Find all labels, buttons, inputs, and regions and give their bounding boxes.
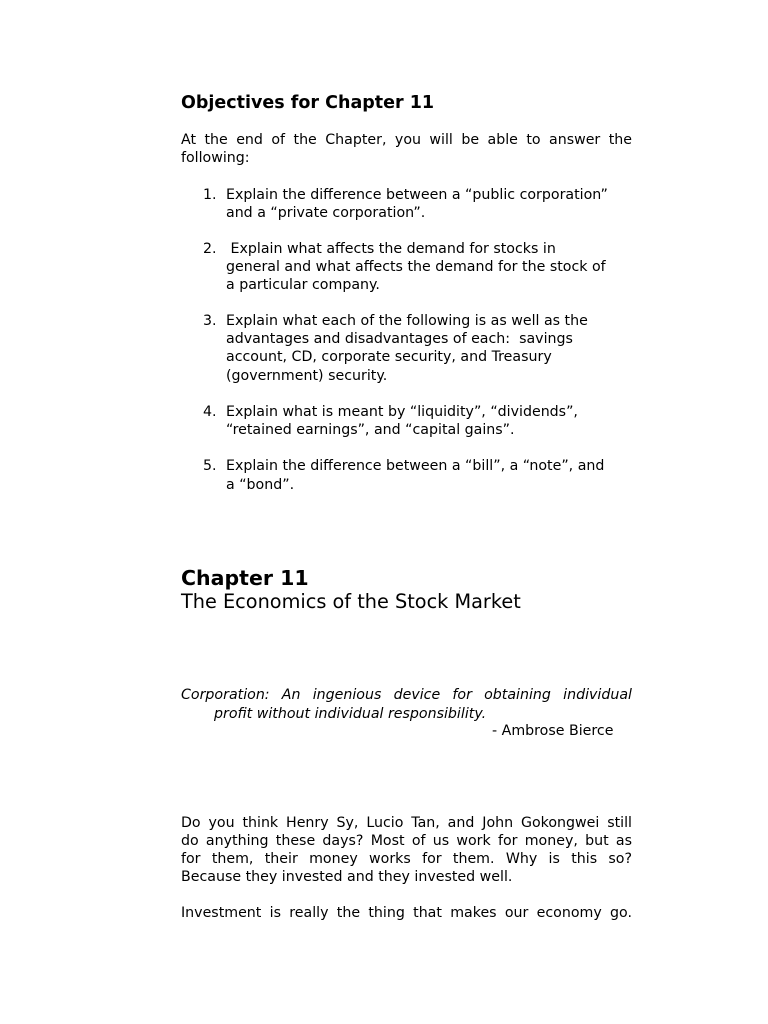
objectives-title: Objectives for Chapter 11 (181, 93, 435, 113)
list-item-5-line-1: Explain the difference between a “bill”, a “note”, and (226, 458, 605, 474)
body-paragraph-1-line-2: do anything these days? Most of us work for money, but as (181, 833, 632, 849)
list-item-2-line-1: Explain what affects the demand for stocks in (226, 241, 556, 257)
list-item-5-line-2: a “bond”. (226, 477, 295, 493)
quote-line-2: profit without individual responsibility. (214, 706, 487, 722)
chapter-heading: Chapter 11 (181, 566, 309, 590)
list-item-2-line-2: general and what affects the demand for the stock of (226, 259, 606, 275)
list-item-number-3: 3. (203, 313, 217, 329)
list-item-2-line-3: a particular company. (226, 277, 380, 293)
list-item-number-5: 5. (203, 458, 217, 474)
list-item-4-line-1: Explain what is meant by “liquidity”, “dividends”, (226, 404, 578, 420)
quote-line-1: Corporation: An ingenious device for obtaining individual (181, 687, 632, 703)
list-item-1-line-1: Explain the difference between a “public corporation” (226, 187, 608, 203)
body-paragraph-1-line-3: for them, their money works for them. Why is this so? (181, 851, 632, 867)
list-item-1-line-2: and a “private corporation”. (226, 205, 426, 221)
list-item-3-line-1: Explain what each of the following is as well as the (226, 313, 588, 329)
list-item-3-line-4: (government) security. (226, 368, 388, 384)
intro-line-2: following: (181, 150, 250, 166)
list-item-3-line-3: account, CD, corporate security, and Treasury (226, 349, 552, 365)
list-item-number-4: 4. (203, 404, 217, 420)
body-paragraph-1-line-1: Do you think Henry Sy, Lucio Tan, and John Gokongwei still (181, 815, 632, 831)
intro-line-1: At the end of the Chapter, you will be able to answer the (181, 132, 632, 148)
list-item-number-1: 1. (203, 187, 217, 203)
body-paragraph-2-line-1: Investment is really the thing that makes our economy go. (181, 905, 632, 921)
body-paragraph-1-line-4: Because they invested and they invested well. (181, 869, 513, 885)
list-item-4-line-2: “retained earnings”, and “capital gains”. (226, 422, 515, 438)
chapter-subtitle: The Economics of the Stock Market (181, 590, 521, 613)
list-item-3-line-2: advantages and disadvantages of each: savings (226, 331, 573, 347)
list-item-number-2: 2. (203, 241, 217, 257)
quote-attribution: - Ambrose Bierce (492, 723, 614, 739)
